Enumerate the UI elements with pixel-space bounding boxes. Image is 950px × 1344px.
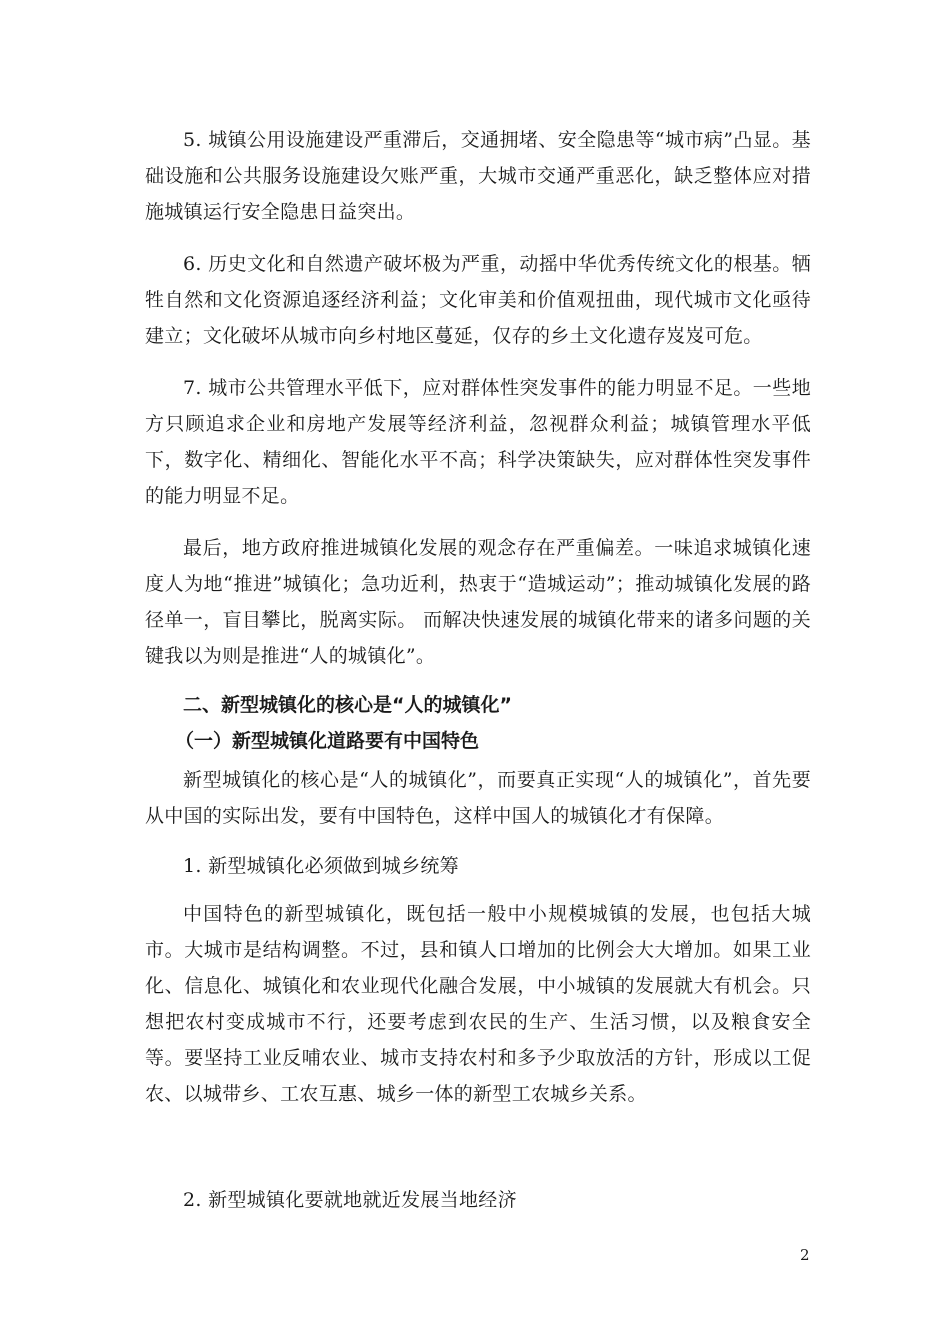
subsection-heading-1: （一）新型城镇化道路要有中国特色	[175, 730, 480, 752]
item-1-body: 中国特色的新型城镇化，既包括一般中小规模城镇的发展，也包括大城市。大城市是结构调整。不过，县和镇人口增加的比例会大大增加。如果工业化、信息化、城镇化和农业现代化融合发展，中小城镇的发展就大有机会。只想把农村变成城市不行，还要考虑到农民的生产、生活习惯，以及粮食安全等。要坚持工业反哺农业、城市支持农村和多予少取放活的方针，形成以工促农、以城带乡、工农互惠、城乡一体的新型工农城乡关系。	[145, 903, 811, 1105]
section-heading-2: 二、新型城镇化的核心是“人的城镇化”	[183, 694, 512, 716]
page-number: 2	[800, 1246, 810, 1264]
item-1-title: 1. 新型城镇化必须做到城乡统筹	[183, 855, 459, 877]
item-2-title: 2. 新型城镇化要就地就近发展当地经济	[183, 1189, 517, 1211]
paragraph-conclusion: 最后，地方政府推进城镇化发展的观念存在严重偏差。一味追求城镇化速度人为地“推进”城镇化；急功近利，热衷于“造城运动”；推动城镇化发展的路径单一，盲目攀比，脱离实际。 而解决快速发展的城镇化带来的诸多问题的关键我以为则是推进“人的城镇化”。	[145, 537, 811, 667]
paragraph-6: 6. 历史文化和自然遗产破坏极为严重，动摇中华优秀传统文化的根基。牺牲自然和文化资源追逐经济利益；文化审美和价值观扭曲，现代城市文化亟待建立；文化破坏从城市向乡村地区蔓延，仅存的乡土文化遗存岌岌可危。	[145, 253, 811, 347]
paragraph-7: 7. 城市公共管理水平低下，应对群体性突发事件的能力明显不足。一些地方只顾追求企业和房地产发展等经济利益，忽视群众利益；城镇管理水平低下，数字化、精细化、智能化水平不高；科学决策缺失，应对群体性突发事件的能力明显不足。	[145, 377, 811, 507]
paragraph-intro: 新型城镇化的核心是“人的城镇化”，而要真正实现“人的城镇化”，首先要从中国的实际出发，要有中国特色，这样中国人的城镇化才有保障。	[145, 769, 811, 827]
paragraph-5: 5. 城镇公用设施建设严重滞后，交通拥堵、安全隐患等“城市病”凸显。基础设施和公共服务设施建设欠账严重，大城市交通严重恶化，缺乏整体应对措施城镇运行安全隐患日益突出。	[145, 129, 811, 223]
